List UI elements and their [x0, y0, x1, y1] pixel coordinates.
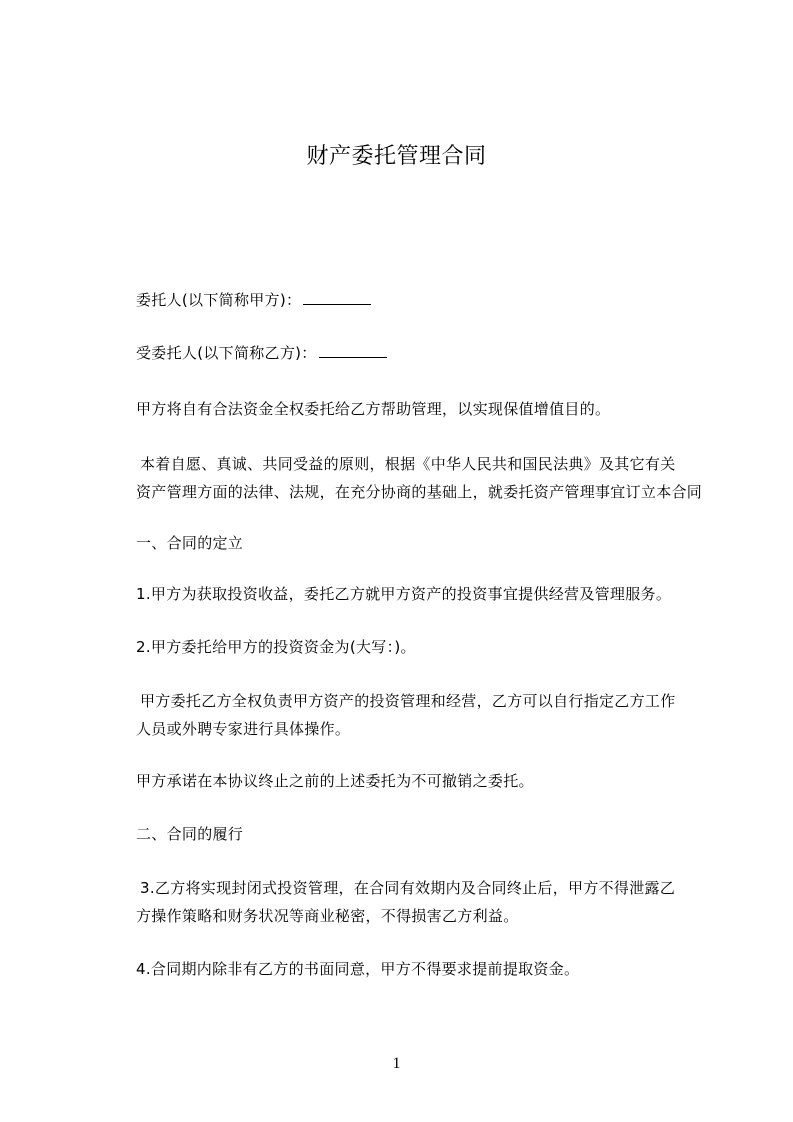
principal-blank — [303, 289, 371, 305]
principal-label: 委托人(以下简称甲方)： — [136, 291, 302, 309]
paragraph-principle-line2: 资产管理方面的法律、法规，在充分协商的基础上，就委托资产管理事宜订立本合同 — [136, 483, 703, 501]
paragraph-full-authority-line2: 人员或外聘专家进行具体操作。 — [136, 720, 351, 738]
clause-3-line2: 方操作策略和财务状况等商业秘密，不得损害乙方利益。 — [136, 907, 519, 925]
paragraph-irrevocable: 甲方承诺在本协议终止之前的上述委托为不可撤销之委托。 — [136, 772, 534, 790]
paragraph-full-authority-line1: 甲方委托乙方全权负责甲方资产的投资管理和经营，乙方可以自行指定乙方工作 — [140, 692, 676, 710]
clause-3-line1: 3.乙方将实现封闭式投资管理，在合同有效期内及合同终止后，甲方不得泄露乙 — [140, 879, 676, 897]
agent-label: 受委托人(以下简称乙方)： — [136, 344, 317, 362]
paragraph-purpose: 甲方将自有合法资金全权委托给乙方帮助管理，以实现保值增值目的。 — [136, 400, 611, 418]
clause-4: 4.合同期内除非有乙方的书面同意，甲方不得要求提前提取资金。 — [136, 960, 580, 978]
page-number: 1 — [392, 1055, 401, 1072]
clause-2: 2.甲方委托给甲方的投资资金为(大写：)。 — [136, 638, 416, 656]
principal-line — [136, 285, 704, 315]
document-title: 财产委托管理合同 — [306, 144, 487, 169]
agent-line — [136, 338, 704, 368]
section-heading-performance: 二、合同的履行 — [136, 825, 244, 843]
clause-1: 1.甲方为获取投资收益，委托乙方就甲方资产的投资事宜提供经营及管理服务。 — [136, 585, 672, 603]
paragraph-principle-line1: 本着自愿、真诚、共同受益的原则，根据《中华人民共和国民法典》及其它有关 — [140, 455, 676, 473]
section-heading-establishment: 一、合同的定立 — [136, 534, 244, 552]
agent-blank — [319, 342, 387, 358]
